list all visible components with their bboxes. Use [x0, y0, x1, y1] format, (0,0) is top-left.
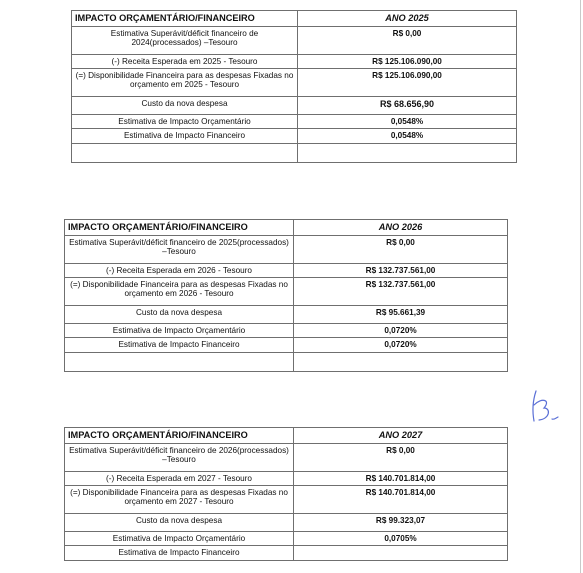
table-row [65, 546, 508, 560]
row-label-superavit: Estimativa Superávit/déficit financeiro de 2025(processados) –Tesouro [65, 235, 294, 263]
table-row [72, 54, 517, 68]
row-value-receita: R$ 140.701.814,00 [294, 471, 508, 485]
table-row [65, 278, 508, 306]
row-label-receita: (-) Receita Esperada em 2027 - Tesouro [65, 471, 294, 485]
row-value-impacto-financeiro: 0,0548% [298, 129, 517, 143]
row-value-impacto-orcamentario: 0,0548% [298, 115, 517, 129]
row-label-custo: Custo da nova despesa [65, 306, 294, 324]
row-label-disponibilidade: (=) Disponibilidade Financeira para as despesas Fixadas no orçamento em 2026 - Tesouro [65, 278, 294, 306]
row-value-disponibilidade: R$ 140.701.814,00 [294, 486, 508, 514]
row-label-impacto-orcamentario: Estimativa de Impacto Orçamentário [65, 532, 294, 546]
table-row [65, 306, 508, 324]
year-header: ANO 2027 [294, 428, 508, 444]
table-title: IMPACTO ORÇAMENTÁRIO/FINANCEIRO [65, 428, 294, 444]
table-title: IMPACTO ORÇAMENTÁRIO/FINANCEIRO [65, 220, 294, 236]
table-row-empty [65, 352, 508, 371]
row-value-superavit: R$ 0,00 [294, 443, 508, 471]
row-value-disponibilidade: R$ 132.737.561,00 [294, 278, 508, 306]
table-row [65, 532, 508, 546]
row-label-superavit: Estimativa Superávit/déficit financeiro de 2026(processados) –Tesouro [65, 443, 294, 471]
impact-table-2027-viewport [0, 427, 583, 573]
table-row [72, 69, 517, 97]
row-label-impacto-orcamentario: Estimativa de Impacto Orçamentário [65, 324, 294, 338]
table-row [72, 115, 517, 129]
row-value-custo: R$ 99.323,07 [294, 514, 508, 532]
table-row [65, 471, 508, 485]
handwritten-initials [527, 386, 563, 428]
table-row [65, 514, 508, 532]
table-title: IMPACTO ORÇAMENTÁRIO/FINANCEIRO [72, 11, 298, 27]
row-label-receita: (-) Receita Esperada em 2025 - Tesouro [72, 54, 298, 68]
row-value-impacto-orcamentario: 0,0705% [294, 532, 508, 546]
row-value-custo: R$ 68.656,90 [298, 97, 517, 115]
year-header: ANO 2025 [298, 11, 517, 27]
table-row [65, 235, 508, 263]
table-header-row [65, 220, 508, 236]
row-value-superavit: R$ 0,00 [298, 26, 517, 54]
year-header: ANO 2026 [294, 220, 508, 236]
row-label-impacto-financeiro: Estimativa de Impacto Financeiro [65, 546, 294, 560]
row-label-custo: Custo da nova despesa [72, 97, 298, 115]
row-label-superavit: Estimativa Superávit/déficit financeiro de 2024(processados) –Tesouro [72, 26, 298, 54]
impact-table-2025 [71, 10, 517, 163]
row-label-receita: (-) Receita Esperada em 2026 - Tesouro [65, 263, 294, 277]
row-label-custo: Custo da nova despesa [65, 514, 294, 532]
row-label-impacto-orcamentario: Estimativa de Impacto Orçamentário [72, 115, 298, 129]
table-row [65, 486, 508, 514]
table-row [72, 26, 517, 54]
impact-table-2027 [64, 427, 508, 561]
row-value-custo: R$ 95.661,39 [294, 306, 508, 324]
table-row [65, 443, 508, 471]
table-row [72, 129, 517, 143]
row-value-disponibilidade: R$ 125.106.090,00 [298, 69, 517, 97]
row-value-superavit: R$ 0,00 [294, 235, 508, 263]
row-value-impacto-financeiro: 0,0720% [294, 338, 508, 352]
impact-table-2026 [64, 219, 508, 372]
table-row-empty [72, 143, 517, 162]
row-label-impacto-financeiro: Estimativa de Impacto Financeiro [65, 338, 294, 352]
table-row [65, 324, 508, 338]
table-row [65, 338, 508, 352]
row-value-receita: R$ 132.737.561,00 [294, 263, 508, 277]
row-label-disponibilidade: (=) Disponibilidade Financeira para as despesas Fixadas no orçamento em 2027 - Tesouro [65, 486, 294, 514]
table-row [72, 97, 517, 115]
row-value-impacto-financeiro [294, 546, 508, 560]
table-row [65, 263, 508, 277]
row-label-disponibilidade: (=) Disponibilidade Financeira para as despesas Fixadas no orçamento em 2025 - Tesouro [72, 69, 298, 97]
row-value-receita: R$ 125.106.090,00 [298, 54, 517, 68]
row-value-impacto-orcamentario: 0,0720% [294, 324, 508, 338]
table-header-row [72, 11, 517, 27]
row-label-impacto-financeiro: Estimativa de Impacto Financeiro [72, 129, 298, 143]
table-header-row [65, 428, 508, 444]
